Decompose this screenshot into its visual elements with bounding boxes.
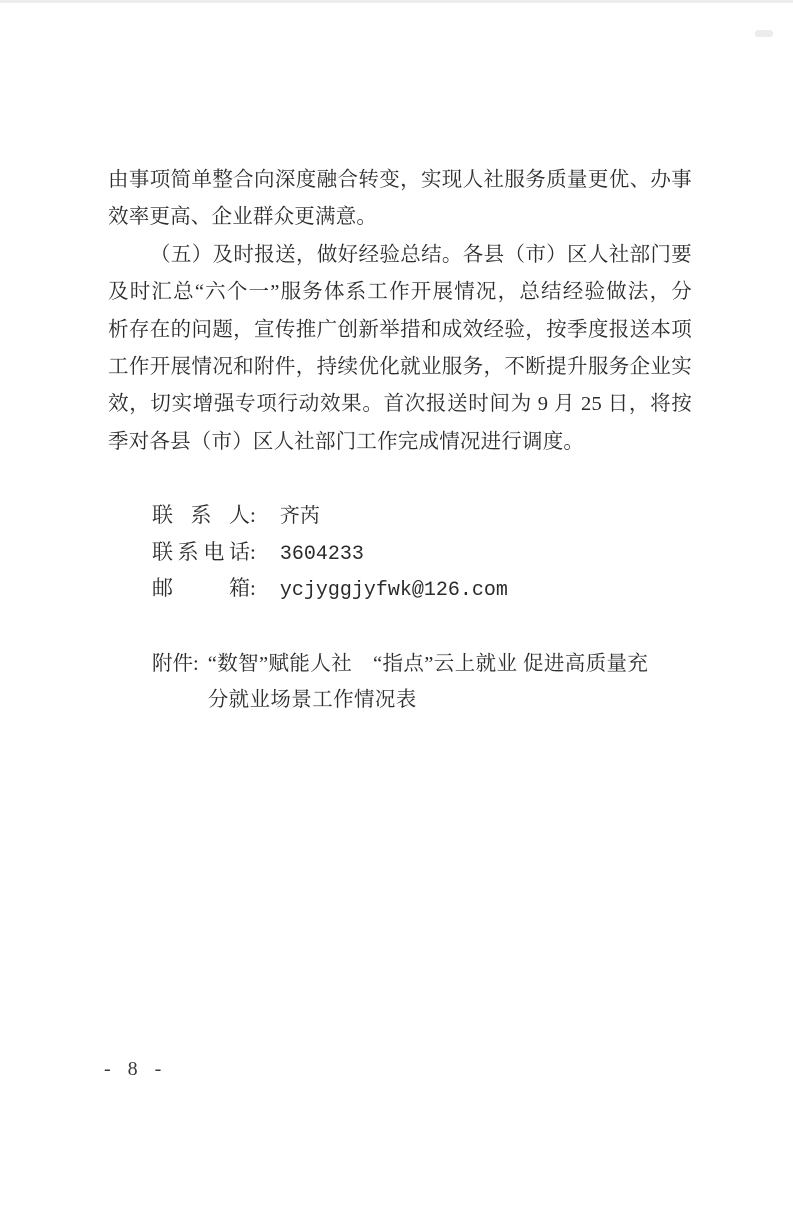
contact-value: 齐芮 bbox=[279, 506, 320, 529]
contact-label: 联系人 bbox=[152, 503, 250, 527]
body-text-line: 由事项简单整合向深度融合转变，实现人社服务质量更优、办事 bbox=[108, 169, 692, 191]
attachment-content bbox=[208, 646, 713, 718]
contact-line bbox=[152, 497, 508, 534]
body-text-line: 工作开展情况和附件，持续优化就业服务，不断提升服务企业实 bbox=[108, 355, 692, 378]
attachment-text-line: “数智”赋能人社 “指点”云上就业 促进高质量充 bbox=[207, 653, 649, 675]
contact-block bbox=[152, 497, 508, 607]
contact-line bbox=[152, 570, 508, 607]
body-text-line: 及时汇总“六个一”服务体系工作开展情况，总结经验做法，分 bbox=[108, 281, 692, 304]
body-text-line: 析存在的问题，宣传推广创新举措和成效经验，按季度报送本项 bbox=[108, 318, 692, 341]
contact-label: 联系电话 bbox=[152, 539, 250, 564]
contact-label: 邮箱 bbox=[152, 576, 250, 601]
page-number: - 8 - bbox=[104, 1058, 168, 1080]
contact-separator: : bbox=[250, 503, 256, 527]
contact-value: ycjyggjyfwk@126.com bbox=[279, 579, 508, 603]
contact-line bbox=[152, 534, 508, 571]
contact-separator: : bbox=[250, 539, 256, 564]
attachment-label: 附件: bbox=[152, 653, 199, 675]
contact-separator: : bbox=[250, 576, 256, 601]
body-text-line: 效率更高、企业群众更满意。 bbox=[108, 206, 378, 229]
body-text-line: 效，切实增强专项行动效果。首次报送时间为 9 月 25 日，将按 bbox=[108, 393, 692, 416]
scan-artifact bbox=[755, 30, 773, 37]
attachment-section bbox=[152, 646, 713, 718]
body-text-line: （五）及时报送，做好经验总结。各县（市）区人社部门要 bbox=[150, 243, 692, 266]
contact-value: 3604233 bbox=[279, 542, 364, 566]
attachment-text-line: 分就业场景工作情况表 bbox=[207, 689, 417, 711]
scan-edge-artifact bbox=[0, 0, 793, 3]
body-text-line: 季对各县（市）区人社部门工作完成情况进行调度。 bbox=[108, 430, 585, 453]
document-body bbox=[108, 162, 692, 461]
